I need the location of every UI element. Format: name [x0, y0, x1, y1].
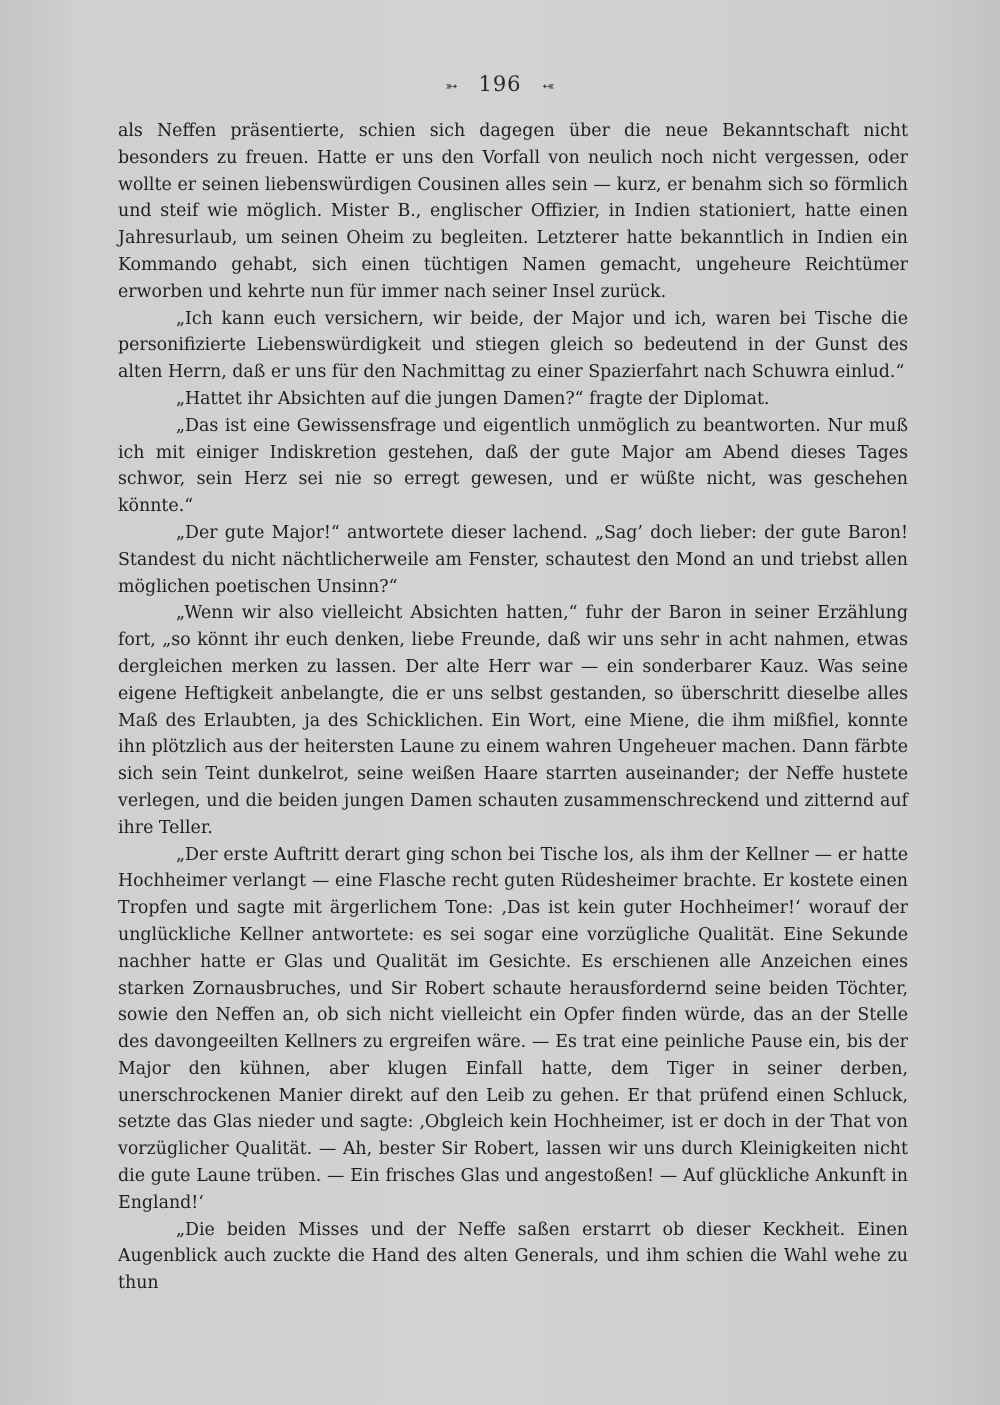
body-text	[118, 118, 908, 1297]
paragraph: „Der gute Major!“ antwortete dieser lachend. „Sag’ doch lieber: der gute Baron! Standest du nicht nächtlicherweile am Fenster, schautest den Mond an und triebst allen möglichen poetischen Unsinn?“	[118, 522, 908, 597]
paragraph: „Ich kann euch versichern, wir beide, der Major und ich, waren bei Tische die personifizierte Liebenswürdigkeit und stiegen gleich so bedeutend in der Gunst des alten Herrn, daß er uns für den Nachmittag zu einer Spazierfahrt nach Schuwra einlud.“	[118, 308, 908, 383]
paragraph: als Neffen präsentierte, schien sich dagegen über die neue Bekanntschaft nicht besonders zu freuen. Hatte er uns den Vorfall von neulich noch nicht vergessen, oder wollte er seinen liebenswürdigen Cousinen alles sein — kurz, er benahm sich so förmlich und steif wie möglich. Mister B., englischer Offizier, in Indien stationiert, hatte einen Jahresurlaub, um seinen Oheim zu begleiten. Letzterer hatte bekanntlich in Indien ein Kommando gehabt, sich einen tüchtigen Namen gemacht, ungeheure Reichtümer erworben und kehrte nun für immer nach seiner Insel zurück.	[118, 121, 908, 302]
paragraph: „Wenn wir also vielleicht Absichten hatten,“ fuhr der Baron in seiner Erzählung fort, „so könnt ihr euch denken, liebe Freunde, daß wir uns sehr in acht nahmen, etwas dergleichen merken zu lassen. Der alte Herr war — ein sonderbarer Kauz. Was seine eigene Heftigkeit anbelangte, die er uns selbst gestanden, so überschritt dieselbe alles Maß des Erlaubten, ja des Schicklichen. Ein Wort, eine Miene, die ihm mißfiel, konnte ihn plötzlich aus der heitersten Laune zu einem wahren Ungeheuer machen. Dann färbte sich sein Teint dunkelrot, seine weißen Haare starrten auseinander; der Neffe hustete verlegen, und die beiden jungen Damen schauten zusammenschreckend und zitternd auf ihre Teller.	[118, 603, 908, 838]
paragraph: „Das ist eine Gewissensfrage und eigentlich unmöglich zu beantworten. Nur muß ich mit einiger Indiskretion gestehen, daß der gute Major am Abend dieses Tages schwor, sein Herz sei nie so erregt gewesen, und er wüßte nicht, was geschehen könnte.“	[118, 415, 908, 517]
ornament-right-icon: ➳	[541, 77, 555, 95]
page-header	[0, 72, 1000, 96]
page-number: 196	[478, 72, 522, 96]
paragraph: „Die beiden Misses und der Neffe saßen erstarrt ob dieser Keckheit. Einen Augenblick auch zuckte die Hand des alten Generals, und ihm schien die Wahl wehe zu thun	[118, 1219, 908, 1294]
ornament-left-icon: ➳	[445, 77, 459, 95]
paragraph: „Hattet ihr Absichten auf die jungen Damen?“ fragte der Diplomat.	[176, 388, 770, 409]
paragraph: „Der erste Auftritt derart ging schon bei Tische los, als ihm der Kellner — er hatte Hochheimer verlangt — eine Flasche recht guten Rüdesheimer brachte. Er kostete einen Tropfen und sagte mit ärgerlichem Tone: ‚Das ist kein guter Hochheimer!‘ worauf der unglückliche Kellner antwortete: es sei sogar eine vorzügliche Qualität. Eine Sekunde nachher hatte er Glas und Qualität im Gesichte. Es erschienen alle Anzeichen eines starken Zornausbruches, und Sir Robert schaute herausfordernd seine beiden Töchter, sowie den Neffen an, ob sich nicht vielleicht ein Opfer finden würde, das an der Stelle des davongeeilten Kellners zu ergreifen wäre. — Es trat eine peinliche Pause ein, bis der Major den kühnen, aber klugen Einfall hatte, dem Tiger in seiner derben, unerschrockenen Manier direkt auf den Leib zu gehen. Er that prüfend einen Schluck, setzte das Glas nieder und sagte: ‚Obgleich kein Hochheimer, ist er doch in der That von vorzüglicher Qualität. — Ah, bester Sir Robert, lassen wir uns durch Kleinigkeiten nicht die gute Laune trüben. — Ein frisches Glas und angestoßen! — Auf glückliche Ankunft in England!‘	[118, 844, 908, 1213]
